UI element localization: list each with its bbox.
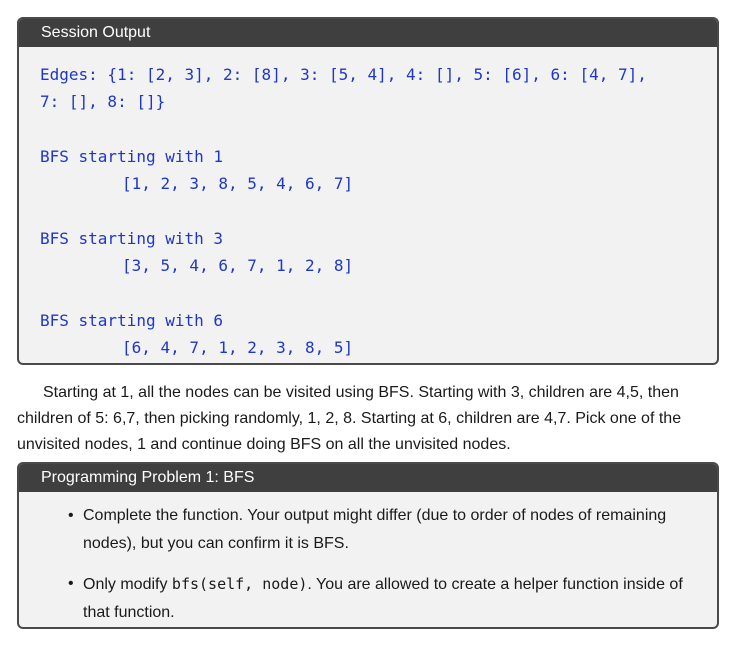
session-output-body <box>19 47 717 361</box>
bfs-header-3: BFS starting with 3 <box>40 229 224 248</box>
bfs-result-6: [6, 4, 7, 1, 2, 3, 8, 5] <box>122 338 354 357</box>
list-item <box>19 570 717 627</box>
programming-problem-panel <box>17 462 719 629</box>
session-output-panel <box>17 17 719 365</box>
explanation-paragraph: Starting at 1, all the nodes can be visited using BFS. Starting with 3, children are 4,5, then children of 5: 6,7, then picking randomly, 1, 2, 8. Starting at 6, children are 4,7. Pick one of the unvisited nodes, 1 and continue doing BFS on all the unvisited nodes. <box>17 384 682 453</box>
edges-line-2: 7: [], 8: []} <box>40 92 166 111</box>
edges-line-1: Edges: {1: [2, 3], 2: [8], 3: [5, 4], 4: [], 5: [6], 6: [4, 7], <box>40 65 647 84</box>
instruction-text-1: Complete the function. Your output might differ (due to order of nodes of remaining nodes), but you can confirm it is BFS. <box>83 507 667 552</box>
bullet-icon: • <box>68 507 74 524</box>
bfs-header-6: BFS starting with 6 <box>40 311 224 330</box>
bullet-icon: • <box>68 575 74 592</box>
bfs-result-1: [1, 2, 3, 8, 5, 4, 6, 7] <box>122 174 354 193</box>
instruction-text-2-suffix: . You are allowed to create a helper function inside of that function. <box>83 576 683 621</box>
bfs-header-1: BFS starting with 1 <box>40 147 224 166</box>
instruction-text-2-prefix: Only modify <box>83 576 172 593</box>
problem-instructions-list <box>19 492 717 627</box>
bfs-result-3: [3, 5, 4, 6, 7, 1, 2, 8] <box>122 256 354 275</box>
programming-problem-title: Programming Problem 1: BFS <box>19 464 717 492</box>
function-signature-code: bfs(self, node) <box>171 575 308 593</box>
session-output-title: Session Output <box>19 19 717 47</box>
list-item <box>19 502 717 558</box>
